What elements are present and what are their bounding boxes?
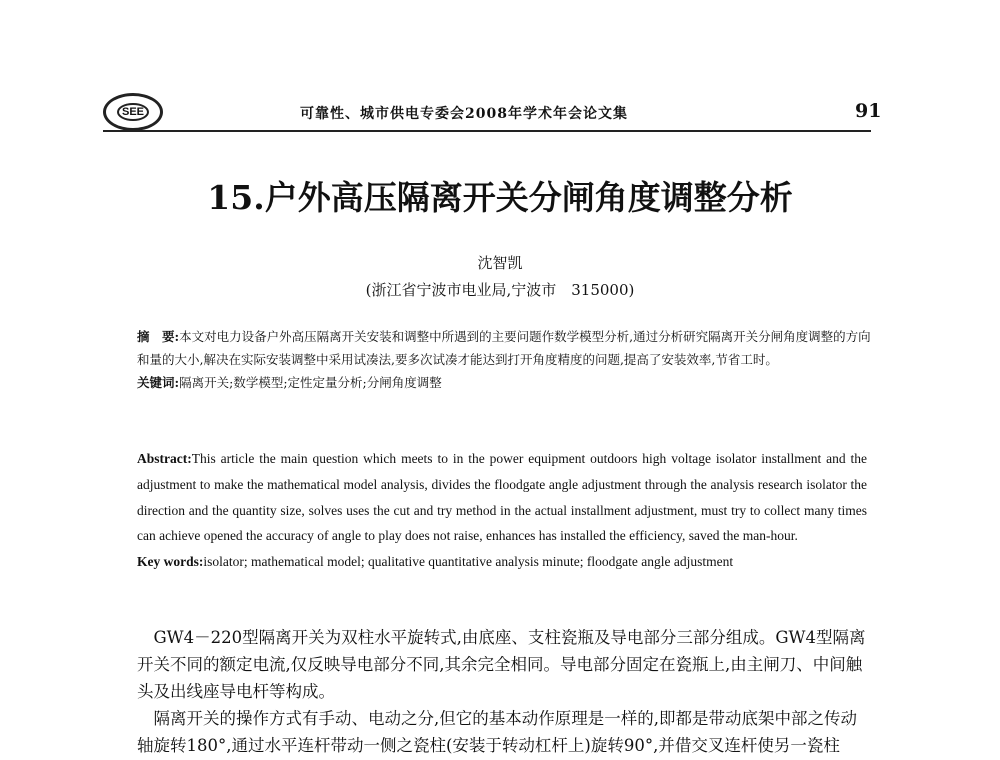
abstract-en-label: Abstract: (137, 451, 192, 466)
abstract-text: 本文对电力设备户外高压隔离开关安装和调整中所遇到的主要问题作数学模型分析,通过分析研究隔离开关分闸角度调整的方向和量的大小,解决在实际安装调整中采用试凑法,要多次试凑才能达到打开角度精度的问题,提高了安装效率,节省工时。 (137, 329, 871, 367)
abstract-label: 摘 要: (137, 329, 180, 344)
chinese-abstract (137, 325, 877, 394)
paper-title: 15.户外高压隔离开关分闸角度调整分析 (207, 178, 793, 217)
abstract-en-text: This article the main question which meets to in the power equipment outdoors high voltage isolator installment and the adjustment to make the mathematical model analysis, divides the floodgate angle adjustment through the analysis research isolator the direction and the quantity size, solves uses the cut and try method in the actual installment adjustment, must try to collect many times can achieve opened the accuracy of angle to play does not raise, enhances has installed the efficiency, saved the man-hour. (137, 451, 867, 544)
body-paragraph: 隔离开关的操作方式有手动、电动之分,但它的基本动作原理是一样的,即都是带动底架中部之传动轴旋转180°,通过水平连杆带动一侧之瓷柱(安装于转动杠杆上)旋转90°,并借交叉连杆使另一瓷柱 (137, 709, 857, 755)
author: 沈智凯 (477, 254, 523, 272)
keywords-label: 关键词: (137, 375, 180, 390)
keywords-en-label: Key words: (137, 554, 204, 570)
affiliation: (浙江省宁波市电业局,宁波市 315000) (365, 281, 635, 299)
body-paragraph: GW4－220型隔离开关为双柱水平旋转式,由底座、支柱瓷瓶及导电部分三部分组成。GW4型隔离开关不同的额定电流,仅反映导电部分不同,其余完全相同。导电部分固定在瓷瓶上,由主闸刀、中间触头及出线座导电杆等构成。 (137, 628, 866, 701)
running-header: 可靠性、城市供电专委会2008年学术年会论文集 (300, 106, 628, 122)
body-text (137, 624, 872, 759)
cee-logo: SEE (103, 93, 163, 131)
keywords-text: 隔离开关;数学模型;定性定量分析;分闸角度调整 (179, 375, 442, 390)
header-rule (103, 130, 871, 132)
keywords-en-text: isolator; mathematical model; qualitative quantitative analysis minute; floodgate angle adjustment (203, 554, 734, 570)
english-abstract (137, 446, 867, 575)
page-number: 91 (855, 100, 882, 122)
